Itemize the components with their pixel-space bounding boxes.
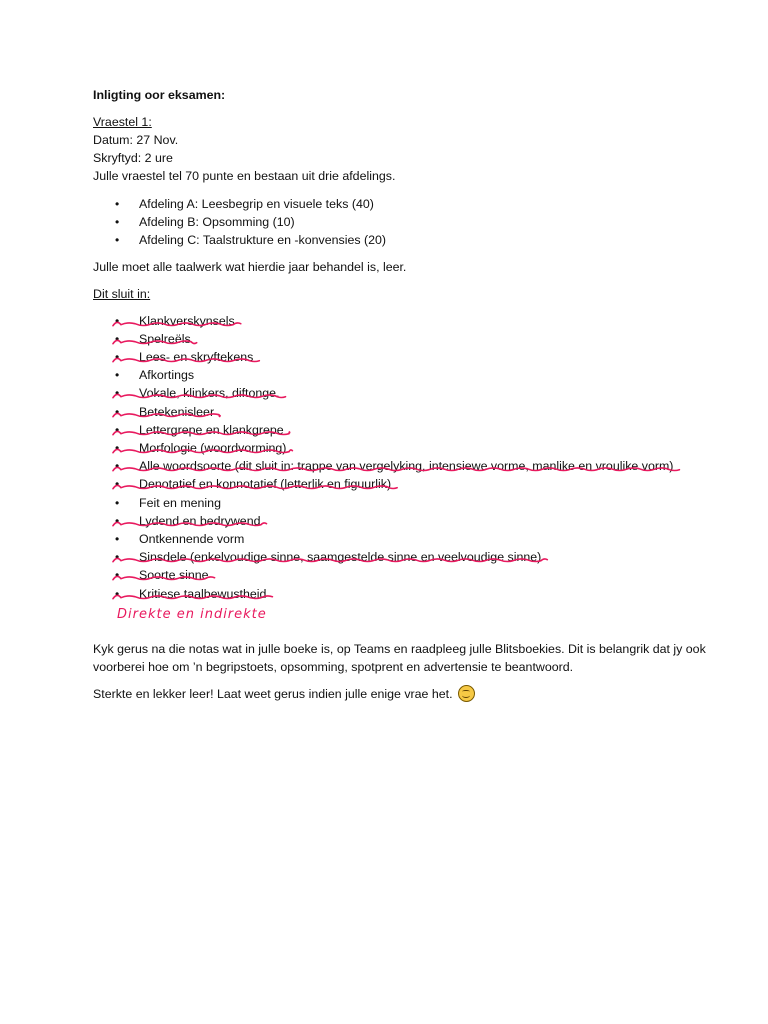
list-item: • Afdeling B: Opsomming (10) bbox=[93, 213, 713, 231]
smiling-face-icon bbox=[458, 685, 475, 702]
paper-duration: Skryftyd: 2 ure bbox=[93, 151, 173, 165]
page-title: Inligting oor eksamen: bbox=[93, 88, 226, 102]
bullet-icon: • bbox=[115, 233, 120, 248]
instruction-text: Julle moet alle taalwerk wat hierdie jaar behandel is, leer. bbox=[93, 259, 407, 274]
section-list bbox=[93, 195, 713, 250]
bullet-icon: • bbox=[115, 368, 120, 383]
bullet-icon: • bbox=[115, 422, 120, 437]
bullet-icon: • bbox=[115, 568, 120, 583]
topic-item: • Kritiese taalbewustheid bbox=[93, 585, 713, 603]
topic-item: • Lettergrepe en klankgrepe bbox=[93, 421, 713, 439]
paper-date: Datum: 27 Nov. bbox=[93, 133, 179, 147]
topic-list bbox=[93, 312, 713, 603]
bullet-icon: • bbox=[115, 331, 120, 346]
paper-title: Vraestel 1: bbox=[93, 115, 152, 129]
bullet-icon: • bbox=[115, 586, 120, 601]
bullet-icon: • bbox=[115, 197, 120, 211]
topic-item: • Morfologie (woordvorming) bbox=[93, 439, 713, 457]
bullet-icon: • bbox=[115, 550, 120, 565]
topic-item: • Ontkennende vorm bbox=[93, 530, 713, 548]
topic-item: • Betekenisleer bbox=[93, 403, 713, 421]
topic-item: • Lydend en bedrywend bbox=[93, 512, 713, 530]
document-page bbox=[93, 86, 713, 703]
handwritten-note: Direkte en indirekte bbox=[117, 606, 267, 622]
bullet-icon: • bbox=[115, 386, 120, 401]
bullet-icon: • bbox=[115, 313, 120, 328]
advice-paragraph: Kyk gerus na die notas wat in julle boeke is, op Teams en raadpleeg julle Blitsboekies. Dit is belangrik dat jy ook voorberei hoe om ’n begripstoets, opsomming, spotprent en advertensie te beantwoord. bbox=[93, 641, 706, 674]
handwritten-note-row bbox=[93, 603, 713, 631]
topic-item: • Soorte sinne bbox=[93, 566, 713, 584]
closing-paragraph bbox=[93, 685, 713, 703]
bullet-icon: • bbox=[115, 350, 120, 365]
topic-item: • Vokale, klinkers, diftonge. bbox=[93, 384, 713, 402]
bullet-icon: • bbox=[115, 459, 120, 474]
topic-item: • Sinsdele (enkelvoudige sinne, saamgestelde sinne en veelvoudige sinne) bbox=[93, 548, 713, 566]
bullet-icon: • bbox=[115, 477, 120, 492]
paper-summary: Julle vraestel tel 70 punte en bestaan uit drie afdelings. bbox=[93, 169, 396, 183]
closing-text: Sterkte en lekker leer! Laat weet gerus indien julle enige vrae het. bbox=[93, 686, 453, 701]
bullet-icon: • bbox=[115, 404, 120, 419]
includes-title: Dit sluit in: bbox=[93, 286, 151, 301]
list-item: • Afdeling C: Taalstrukture en -konvensies (20) bbox=[93, 231, 713, 249]
topic-item: • Alle woordsoorte (dit sluit in: trappe van vergelyking, intensiewe vorme, manlike en vroulike vorm) bbox=[93, 457, 713, 475]
bullet-icon: • bbox=[115, 495, 120, 510]
bullet-icon: • bbox=[115, 215, 120, 230]
topic-item: • Denotatief en konnotatief (letterlik en figuurlik) bbox=[93, 475, 713, 493]
bullet-icon: • bbox=[115, 441, 120, 456]
bullet-icon: • bbox=[115, 532, 120, 547]
topic-item: • Klankverskynsels bbox=[93, 312, 713, 330]
topic-item: • Afkortings bbox=[93, 366, 713, 384]
bullet-icon: • bbox=[115, 513, 120, 528]
topic-item: • Lees- en skryftekens bbox=[93, 348, 713, 366]
topic-item: • Feit en mening bbox=[93, 494, 713, 512]
list-item: • Afdeling A: Leesbegrip en visuele teks (40) bbox=[93, 195, 713, 213]
topic-item: • Spelreëls bbox=[93, 330, 713, 348]
